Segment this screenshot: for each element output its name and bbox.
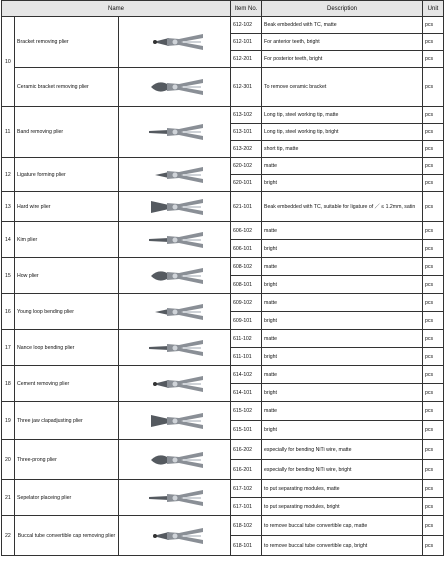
item-unit: pcs [423, 480, 444, 498]
item-number: 608-102 [231, 258, 262, 276]
item-number: 615-102 [231, 402, 262, 421]
item-unit: pcs [423, 516, 444, 536]
item-number: 608-101 [231, 276, 262, 294]
bracket-removing-plier-image [119, 17, 231, 68]
row-number: 17 [2, 330, 15, 366]
header-item-no: Item No. [231, 1, 262, 17]
separator-placing-plier-image [119, 480, 231, 516]
row-number: 10 [2, 17, 15, 107]
item-number: 606-102 [231, 222, 262, 240]
header-name: Name [2, 1, 231, 17]
row-number: 19 [2, 402, 15, 440]
table-header-row [2, 1, 444, 17]
item-description: to remove buccal tube convertible cap, matte [262, 516, 423, 536]
item-description: short tip, matte [262, 141, 423, 158]
item-number: 617-101 [231, 498, 262, 516]
item-number: 620-102 [231, 158, 262, 175]
hard-wire-plier-image [119, 192, 231, 222]
item-description: matte [262, 258, 423, 276]
item-description: matte [262, 222, 423, 240]
item-number: 613-101 [231, 124, 262, 141]
product-name: Three jaw clapadjusting plier [15, 402, 119, 440]
item-unit: pcs [423, 258, 444, 276]
item-description: For posterior teeth, bright [262, 51, 423, 68]
row-number: 14 [2, 222, 15, 258]
row-number: 11 [2, 107, 15, 158]
young-loop-bending-plier-image [119, 294, 231, 330]
three-prong-plier-image [119, 440, 231, 480]
item-unit: pcs [423, 124, 444, 141]
row-number: 20 [2, 440, 15, 480]
header-unit: Unit [423, 1, 444, 17]
item-description: especially for bending NiTi wire, matte [262, 440, 423, 460]
row-number: 16 [2, 294, 15, 330]
item-unit: pcs [423, 68, 444, 107]
item-number: 614-102 [231, 366, 262, 384]
table-row [2, 402, 444, 421]
item-unit: pcs [423, 402, 444, 421]
product-table [1, 0, 444, 556]
row-number: 22 [2, 516, 15, 556]
item-unit: pcs [423, 348, 444, 366]
three-jaw-clasp-adjusting-plier-image [119, 402, 231, 440]
item-number: 611-101 [231, 348, 262, 366]
item-unit: pcs [423, 240, 444, 258]
item-description: bright [262, 240, 423, 258]
buccal-tube-cap-removing-plier-image [119, 516, 231, 556]
item-description: Long tip, steel working tip, matte [262, 107, 423, 124]
product-name: Bracket removing plier [15, 17, 119, 68]
item-description: bright [262, 421, 423, 440]
table-row [2, 68, 444, 107]
item-description: Beak embedded with TC, suitable for ligature of ／ ≤ 1.2mm, satin [262, 192, 423, 222]
product-name: Sepelator placeing plier [15, 480, 119, 516]
item-unit: pcs [423, 175, 444, 192]
item-number: 606-101 [231, 240, 262, 258]
product-name: Buccal tube convertible cap removing plier [15, 516, 119, 556]
item-number: 615-101 [231, 421, 262, 440]
item-unit: pcs [423, 192, 444, 222]
item-description: bright [262, 276, 423, 294]
item-description: Beak embedded with TC, matte [262, 17, 423, 34]
item-description: bright [262, 384, 423, 402]
product-name: Cement removing plier [15, 366, 119, 402]
table-row [2, 192, 444, 222]
item-number: 616-201 [231, 460, 262, 480]
ligature-forming-plier-image [119, 158, 231, 192]
item-description: to put separating modules, bright [262, 498, 423, 516]
product-name: Kim plier [15, 222, 119, 258]
table-row [2, 107, 444, 124]
item-unit: pcs [423, 460, 444, 480]
item-unit: pcs [423, 51, 444, 68]
header-description: Description [262, 1, 423, 17]
item-number: 612-301 [231, 68, 262, 107]
table-body [2, 17, 444, 556]
item-unit: pcs [423, 312, 444, 330]
product-name: How plier [15, 258, 119, 294]
item-unit: pcs [423, 17, 444, 34]
item-number: 614-101 [231, 384, 262, 402]
item-number: 620-101 [231, 175, 262, 192]
product-name: Young loop bending plier [15, 294, 119, 330]
item-unit: pcs [423, 498, 444, 516]
item-number: 616-202 [231, 440, 262, 460]
product-name: Ligature forming plier [15, 158, 119, 192]
item-unit: pcs [423, 536, 444, 556]
item-description: matte [262, 402, 423, 421]
row-number: 15 [2, 258, 15, 294]
product-name: Nance loop bending plier [15, 330, 119, 366]
item-description: matte [262, 158, 423, 175]
item-description: bright [262, 348, 423, 366]
product-name: Ceramic bracket removing plier [15, 68, 119, 107]
item-number: 618-101 [231, 536, 262, 556]
item-description: to put separating modules, matte [262, 480, 423, 498]
table-row [2, 294, 444, 312]
item-description: To remove ceramic bracket [262, 68, 423, 107]
item-unit: pcs [423, 421, 444, 440]
item-description: matte [262, 294, 423, 312]
table-row [2, 258, 444, 276]
item-number: 612-101 [231, 34, 262, 51]
item-number: 613-202 [231, 141, 262, 158]
item-unit: pcs [423, 384, 444, 402]
row-number: 21 [2, 480, 15, 516]
table-row [2, 516, 444, 536]
table-row [2, 440, 444, 460]
row-number: 12 [2, 158, 15, 192]
item-number: 609-102 [231, 294, 262, 312]
row-number: 13 [2, 192, 15, 222]
item-unit: pcs [423, 34, 444, 51]
table-row [2, 158, 444, 175]
item-description: matte [262, 366, 423, 384]
nance-loop-bending-plier-image [119, 330, 231, 366]
item-unit: pcs [423, 440, 444, 460]
table-row [2, 17, 444, 34]
table-row [2, 366, 444, 384]
ceramic-bracket-removing-plier-image [119, 68, 231, 107]
item-unit: pcs [423, 276, 444, 294]
product-name: Hard wire plier [15, 192, 119, 222]
table-row [2, 480, 444, 498]
band-removing-plier-image [119, 107, 231, 158]
product-name: Three-prong plier [15, 440, 119, 480]
table-row [2, 222, 444, 240]
item-description: especially for bending NiTi wire, bright [262, 460, 423, 480]
how-plier-image [119, 258, 231, 294]
item-unit: pcs [423, 330, 444, 348]
item-unit: pcs [423, 294, 444, 312]
item-number: 609-101 [231, 312, 262, 330]
row-number: 18 [2, 366, 15, 402]
item-number: 618-102 [231, 516, 262, 536]
item-description: matte [262, 330, 423, 348]
item-number: 613-102 [231, 107, 262, 124]
item-number: 617-102 [231, 480, 262, 498]
cement-removing-plier-image [119, 366, 231, 402]
item-unit: pcs [423, 366, 444, 384]
item-unit: pcs [423, 222, 444, 240]
product-name: Band removing plier [15, 107, 119, 158]
kim-plier-image [119, 222, 231, 258]
item-description: For anterior teeth, bright [262, 34, 423, 51]
item-unit: pcs [423, 107, 444, 124]
item-unit: pcs [423, 141, 444, 158]
item-number: 612-201 [231, 51, 262, 68]
item-number: 611-102 [231, 330, 262, 348]
item-description: bright [262, 312, 423, 330]
table-row [2, 330, 444, 348]
item-number: 621-101 [231, 192, 262, 222]
item-description: Long tip, steel working tip, bright [262, 124, 423, 141]
item-unit: pcs [423, 158, 444, 175]
item-description: bright [262, 175, 423, 192]
item-description: to remove buccal tube convertible cap, bright [262, 536, 423, 556]
item-number: 612-102 [231, 17, 262, 34]
